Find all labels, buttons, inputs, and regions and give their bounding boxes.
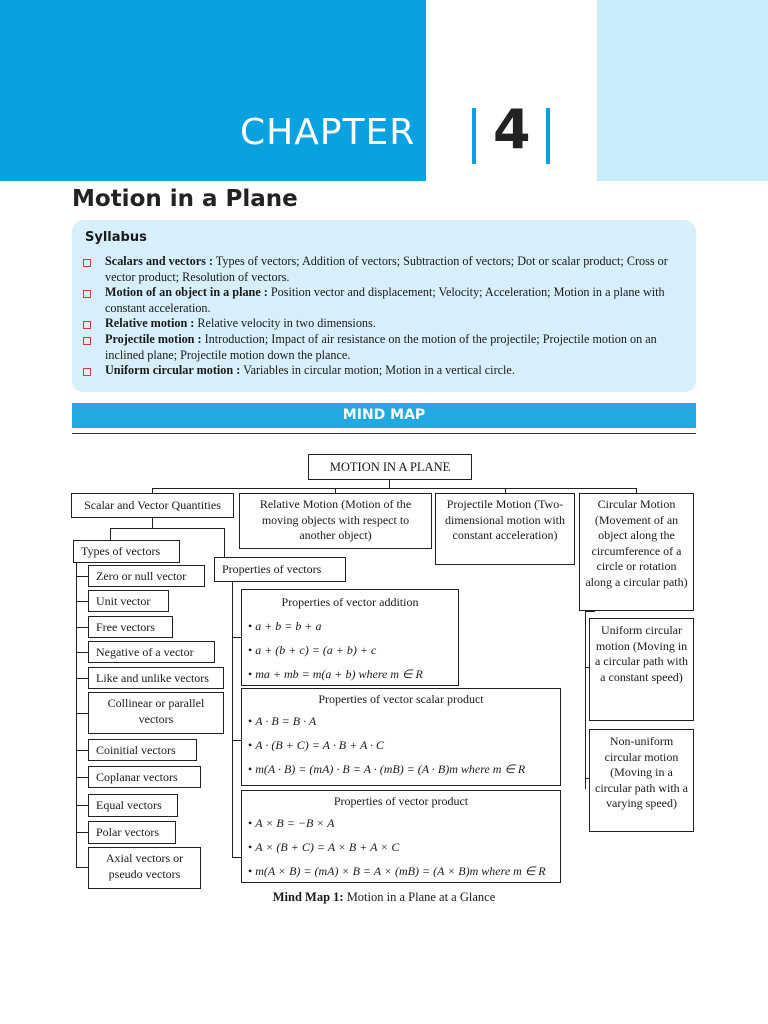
figure-caption: Mind Map 1: Motion in a Plane at a Glance [272,890,496,904]
connector [76,777,88,778]
vector-type-node: Like and unlike vectors [88,667,224,689]
header-banner-accent [597,0,768,181]
formula: • a + b = b + a [248,619,322,633]
syllabus-list [83,254,683,379]
formula: • A × (B + C) = A × B + A × C [248,840,400,854]
chapter-label: CHAPTER [240,112,416,153]
square-bullet-icon [83,337,91,345]
box-title: Properties of vector scalar product [318,692,484,706]
syllabus-item: Projectile motion : Introduction; Impact of air resistance on the motion of the projectile; Projectile motion on an inclined plane; Projectile motion down the plance. [83,332,683,363]
square-bullet-icon [83,259,91,267]
header-banner [0,0,426,181]
connector [76,750,88,751]
circular-motion-node: Circular Motion (Movement of an object along the circumference of a circle or rotation along a circular path) [579,493,694,611]
vector-type-node: Free vectors [88,616,173,638]
vector-addition-box [241,589,459,686]
formula: • A × B = −B × A [248,816,335,830]
vector-type-node: Equal vectors [88,794,178,817]
connector [152,488,637,489]
relative-motion-node: Relative Motion (Motion of the moving objects with respect to another object) [239,493,432,549]
syllabus-item: Motion of an object in a plane : Position vector and displacement; Velocity; Acceleration; Motion in a plane with constant acceleration. [83,285,683,316]
vector-type-node: Unit vector [88,590,169,612]
chapter-number: 4 [493,98,531,161]
formula: • A · (B + C) = A · B + A · C [248,738,385,752]
connector [76,576,88,577]
connector [76,867,88,868]
vector-type-node: Zero or null vector [88,565,205,587]
connector [76,832,88,833]
formula: • A · B = B · A [248,714,317,728]
box-title: Properties of vector addition [281,595,419,609]
connector [76,627,88,628]
formula: • ma + mb = m(a + b) where m ∈ R [248,667,423,681]
connector [585,611,586,789]
vector-type-node: Coplanar vectors [88,766,201,788]
connector [76,805,88,806]
square-bullet-icon [83,290,91,298]
divider [72,433,696,434]
vector-type-node: Polar vectors [88,821,176,844]
connector [76,563,77,868]
box-title: Properties of vector product [333,794,469,808]
connector [76,652,88,653]
scalar-vector-node: Scalar and Vector Quantities [71,493,234,518]
page-title: Motion in a Plane [72,186,298,212]
mind-map-bar: MIND MAP [72,403,696,428]
connector [76,601,88,602]
connector [232,582,233,858]
vector-type-node: Coinitial vectors [88,739,197,761]
connector [232,637,241,638]
connector [76,678,88,679]
vector-product-box [241,790,561,883]
vector-type-node: Axial vectors or pseudo vectors [88,847,201,889]
scalar-product-box [241,688,561,786]
types-of-vectors-node: Types of vectors [73,540,180,563]
connector [232,740,241,741]
number-bar-left [472,108,476,164]
formula: • a + (b + c) = (a + b) + c [248,643,377,657]
projectile-motion-node: Projectile Motion (Two-dimensional motion with constant acceleration) [435,493,575,565]
formula: • m(A · B) = (mA) · B = A · (mB) = (A · B)m where m ∈ R [248,762,526,776]
formula: • m(A × B) = (mA) × B = A × (mB) = (A × B)m where m ∈ R [248,864,546,878]
number-bar-right [546,108,550,164]
syllabus-item: Relative motion : Relative velocity in two dimensions. [83,316,683,332]
vector-type-node: Collinear or parallel vectors [88,692,224,734]
square-bullet-icon [83,321,91,329]
syllabus-heading: Syllabus [85,230,147,245]
nonuniform-circular-node: Non-uniform circular motion (Moving in a circular path with a varying speed) [589,729,694,832]
uniform-circular-node: Uniform circular motion (Moving in a circular path with a constant speed) [589,618,694,721]
square-bullet-icon [83,368,91,376]
connector [224,528,225,558]
syllabus-item: Uniform circular motion : Variables in circular motion; Motion in a vertical circle. [83,363,683,379]
connector [110,528,111,540]
mind-map-root: MOTION IN A PLANE [308,454,472,480]
connector [389,480,390,488]
vector-type-node: Negative of a vector [88,641,215,663]
connector [76,713,88,714]
connector [585,611,595,612]
properties-of-vectors-node: Properties of vectors [214,557,346,582]
connector [110,528,224,529]
connector [152,518,153,528]
syllabus-item: Scalars and vectors : Types of vectors; Addition of vectors; Subtraction of vectors; Dot or scalar product; Cross or vector product; Resolution of vectors. [83,254,683,285]
connector [232,857,241,858]
